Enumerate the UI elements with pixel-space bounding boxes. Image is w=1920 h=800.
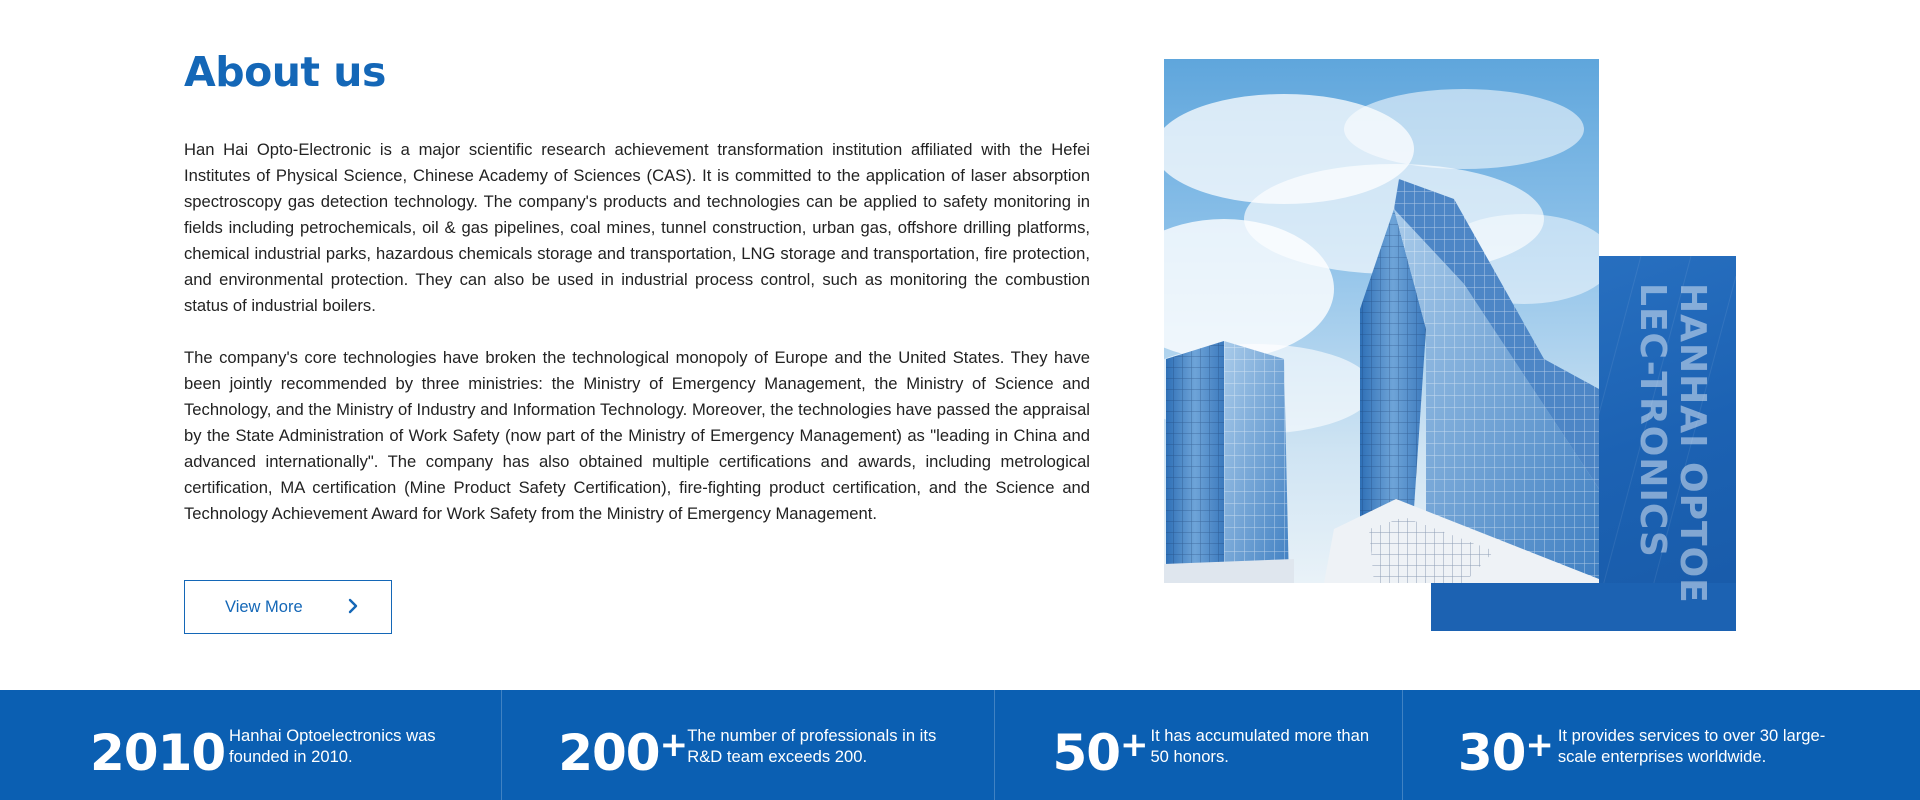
stat-description: It provides services to over 30 large-scale enterprises worldwide. bbox=[1557, 726, 1826, 766]
skyscraper-image bbox=[1164, 59, 1599, 583]
view-more-label: View More bbox=[225, 597, 303, 616]
about-description bbox=[184, 137, 1090, 553]
stat-enterprises bbox=[1402, 690, 1920, 800]
stat-description: The number of professionals in its R&D team exceeds 200. bbox=[687, 726, 937, 766]
about-paragraph-2: The company's core technologies have broken the technological monopoly of Europe and the United States. They have been jointly recommended by three ministries: the Ministry of Emergency Management, the Ministry of Science and Technology, and the Ministry of Industry and Information Technology. Moreover, the technologies have passed the appraisal by the State Administration of Work Safety (now part of the Ministry of Emergency Management) as "leading in China and advanced internationally". The company has also obtained multiple certifications and awards, including metrological certification, MA certification (Mine Product Safety Certification), fire-fighting product certification, and the Science and Technology Achievement Award for Work Safety from the Ministry of Emergency Management. bbox=[184, 348, 1090, 523]
stat-number: 2010 bbox=[90, 724, 226, 782]
building-photo bbox=[1164, 59, 1599, 583]
about-paragraph-1: Han Hai Opto-Electronic is a major scientific research achievement transformation institution affiliated with the Hefei Institutes of Physical Science, Chinese Academy of Sciences (CAS). It is committed to the application of laser absorption spectroscopy gas detection technology. The company's products and technologies can be applied to safety monitoring in fields including petrochemicals, oil & gas pipelines, coal mines, tunnel construction, urban gas, offshore drilling platforms, chemical industrial parks, hazardous chemicals storage and transportation, LNG storage and transportation, fire protection, and environmental protection. They can also be used in industrial process control, such as monitoring the combustion status of industrial boilers. bbox=[184, 140, 1090, 315]
stats-bar bbox=[0, 690, 1920, 800]
stat-professionals bbox=[501, 690, 994, 800]
brand-vertical-text: HANHAI OPTOELEC-TRONICS bbox=[1632, 283, 1713, 604]
view-more-button[interactable] bbox=[184, 580, 392, 634]
about-title: About us bbox=[184, 48, 386, 96]
stat-number: 50+ bbox=[1052, 724, 1149, 782]
stat-description: It has accumulated more than 50 honors. bbox=[1150, 726, 1370, 766]
stat-number: 30+ bbox=[1457, 724, 1554, 782]
chevron-right-icon bbox=[345, 598, 361, 614]
stat-description: Hanhai Optoelectronics was founded in 2010. bbox=[229, 726, 436, 766]
stat-number: 200+ bbox=[558, 724, 689, 782]
stat-founded bbox=[0, 690, 501, 800]
stat-honors bbox=[994, 690, 1401, 800]
